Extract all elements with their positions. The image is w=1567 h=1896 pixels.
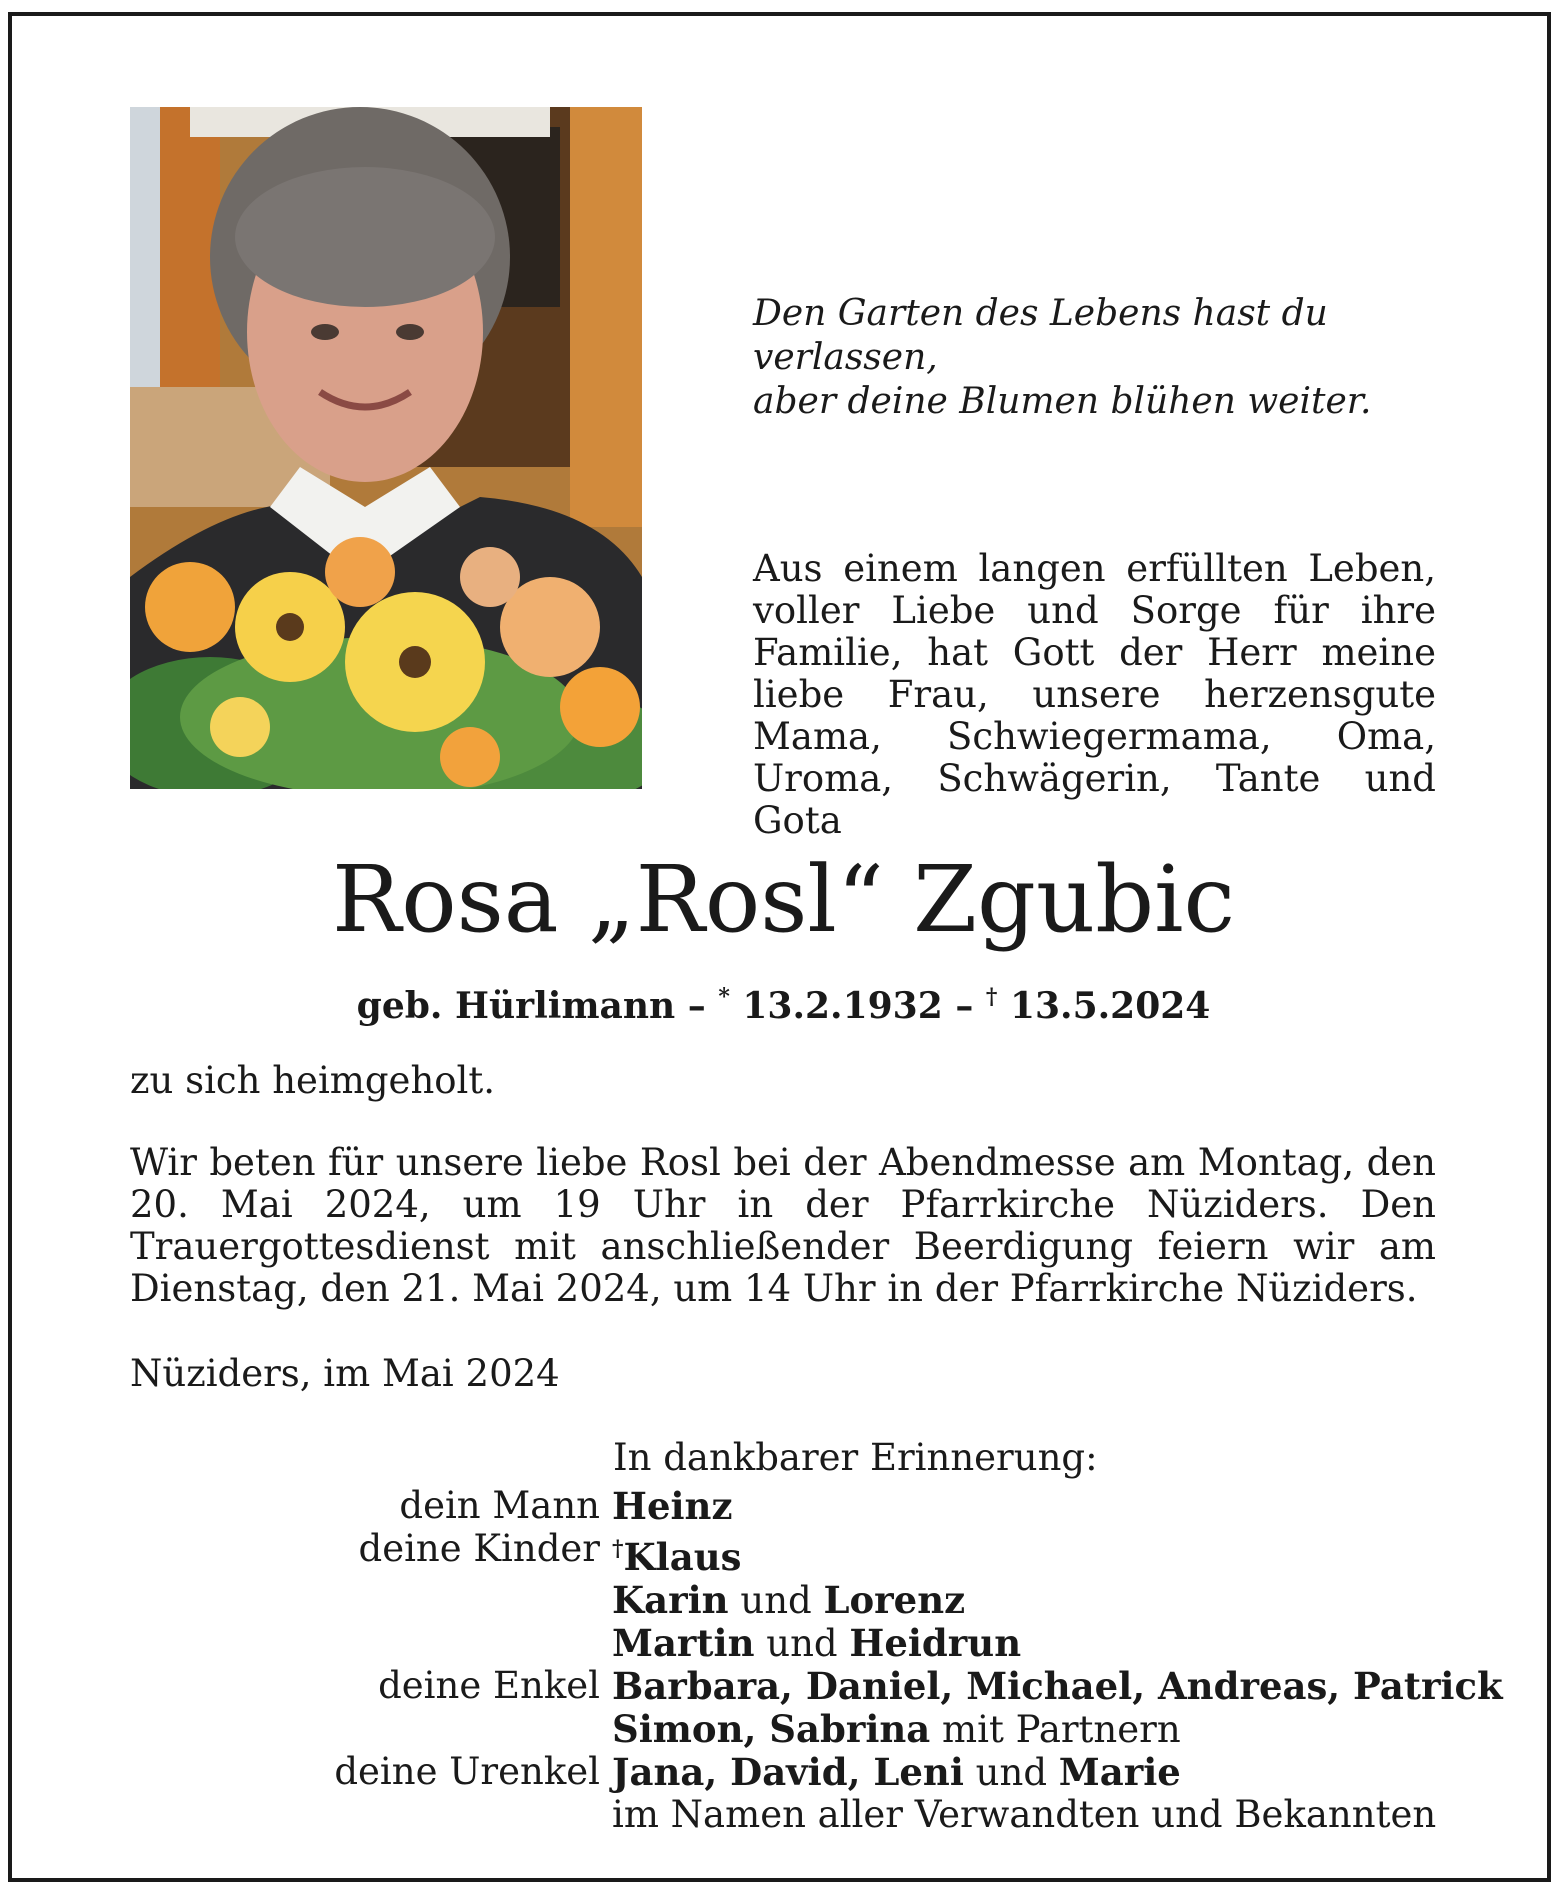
birth-death-line [0,972,1567,1031]
family-row [310,1485,1503,1528]
death-cross: † [985,984,998,1010]
family-list [310,1485,1503,1836]
intro-paragraph: Aus einem langen erfüllten Leben, voller Liebe und Sorge für ihre Familie, hat Gott der Herr meine liebe Frau, unsere herzensgute Mama, Schwiegermama, Oma, Uroma, Schwägerin, Tante und Gota [753,547,1436,842]
family-name: Lorenz [823,1578,966,1622]
birth-date: 13.2.1932 – [742,985,974,1027]
portrait-photo [130,107,642,789]
quote-line-1: Den Garten des Lebens hast du verlassen, [753,293,1328,378]
family-row [310,1579,1503,1622]
family-name: Marie [1058,1750,1181,1794]
family-name: Martin [612,1621,755,1665]
cross-symbol: † [612,1536,624,1562]
family-name: Klaus [623,1535,742,1579]
maiden-name: geb. Hürlimann – [356,985,706,1027]
paragraph-heimgeholt: zu sich heimgeholt. [130,1059,496,1102]
family-name: Simon, Sabrina [612,1707,931,1751]
relation-label: deine Urenkel [334,1750,600,1793]
family-row [310,1622,1503,1665]
partner-note: mit Partnern [942,1708,1181,1751]
paragraph-service-info: Wir beten für unsere liebe Rosl bei der Abendmesse am Montag, den 20. Mai 2024, um 19 Uhr in der Pfarrkirche Nüziders. Den Trauergottesdienst mit anschließender Beerdigung feiern wir am Dienstag, den 21. Mai 2024, um 14 Uhr in der Pfarrkirche Nüziders. [130,1141,1436,1310]
family-name: Barbara, Daniel, Michael, Andreas, Patrick [612,1664,1503,1708]
family-row [310,1528,1503,1579]
death-date: 13.5.2024 [1009,985,1211,1027]
family-name: Heinz [612,1484,733,1528]
family-row [310,1665,1503,1708]
quote-line-2: aber deine Blumen blühen weiter. [753,381,1372,422]
family-name: Karin [612,1578,729,1622]
conjunction: und [740,1579,812,1622]
birth-star: * [718,984,730,1010]
relation-label: deine Enkel [378,1664,600,1707]
family-name: Heidrun [849,1621,1022,1665]
family-row [310,1794,1503,1836]
memorial-quote [753,292,1453,424]
closing-line: im Namen aller Verwandten und Bekannten [612,1793,1437,1836]
relation-label: deine Kinder [358,1527,600,1570]
deceased-name: Rosa „Rosl“ Zgubic [331,846,1236,953]
conjunction: und [766,1622,838,1665]
place-date: Nüziders, im Mai 2024 [130,1352,560,1395]
family-row [310,1708,1503,1751]
family-row [310,1751,1503,1794]
family-name: Jana, David, Leni [612,1750,964,1794]
conjunction: und [975,1751,1048,1794]
relation-label: dein Mann [399,1484,600,1527]
thanks-heading: In dankbarer Erinnerung: [613,1436,1098,1479]
